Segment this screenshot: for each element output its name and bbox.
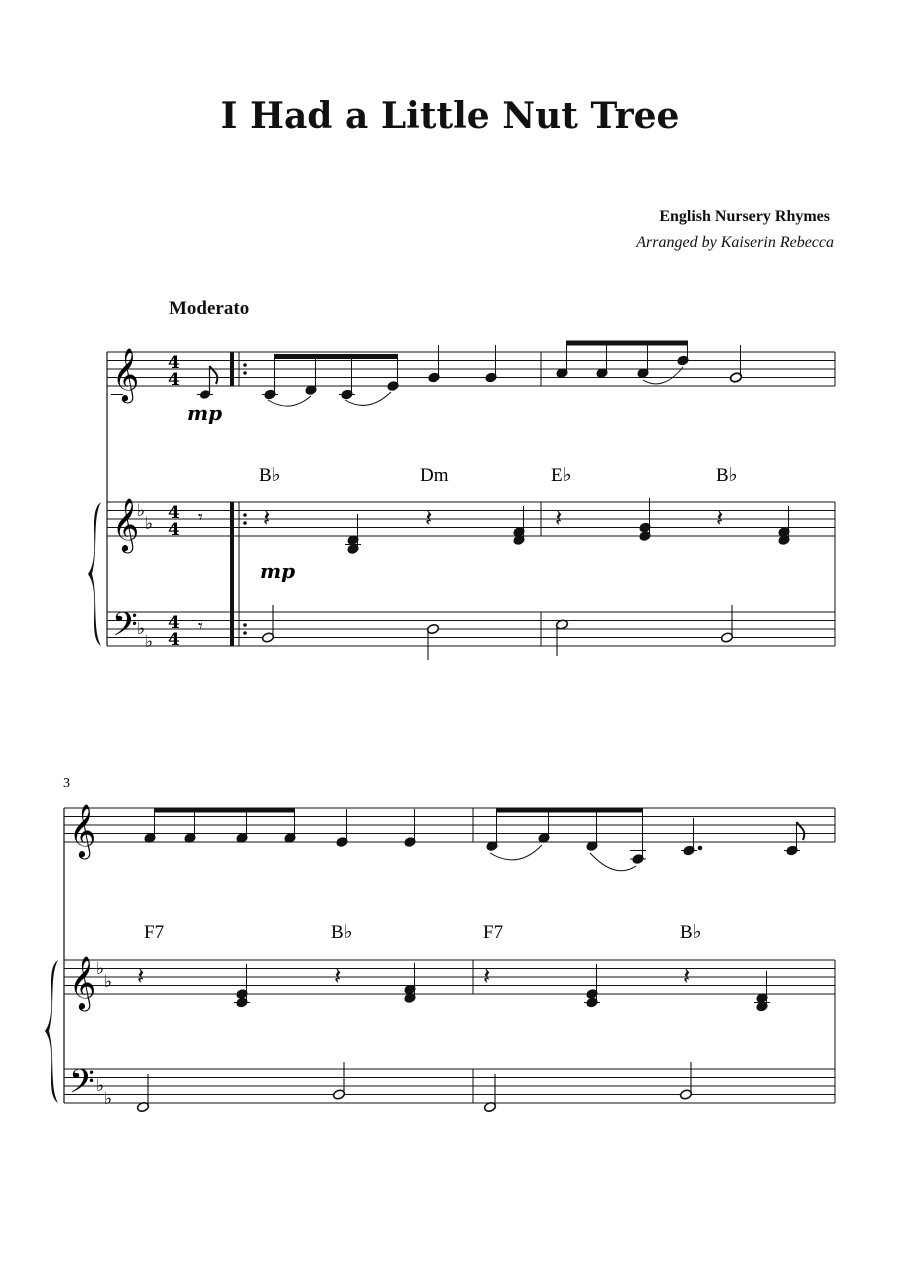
svg-text:𝄽: 𝄽 [334,962,342,990]
repeat-start-barline [230,352,247,646]
tempo-marking: Moderato [169,298,250,319]
treble-clef-icon: 𝄞 [112,347,140,401]
svg-text:4: 4 [168,503,180,523]
flat-icon: ♭ [104,1089,113,1109]
flat-icon: ♭ [137,619,146,639]
chord-symbol: F7 [144,922,165,943]
chord-symbol: B♭ [331,922,353,943]
flat-icon: ♭ [104,972,113,992]
bass-clef-icon: 𝄢 [112,606,138,652]
piano-lh-system-1 [261,605,733,660]
piano-rh-measure-2 [555,498,790,546]
grand-staff-brace [45,960,58,1103]
flat-icon: ♭ [145,632,154,652]
chord-symbol: F7 [483,922,504,943]
dynamic-mp: mp [187,401,223,425]
svg-text:𝄽: 𝄽 [263,504,271,532]
composer-credit: English Nursery Rhymes [659,208,830,225]
flat-icon: ♭ [96,959,105,979]
flat-icon: ♭ [137,501,146,521]
melody-staff-2 [64,808,835,842]
svg-text:4: 4 [168,353,180,373]
svg-text:𝄽: 𝄽 [425,504,433,532]
piano-treble-staff-1 [107,502,835,536]
svg-text:4: 4 [168,520,180,540]
svg-text:𝄽: 𝄽 [716,504,724,532]
bass-clef-icon: 𝄢 [69,1063,95,1109]
dynamic-mp: mp [260,559,296,583]
svg-text:4: 4 [168,613,180,633]
measure-number: 3 [63,776,70,791]
chord-symbols-1 [259,465,738,486]
piano-rh-measure-1 [263,504,525,555]
treble-clef-icon: 𝄞 [112,497,140,551]
chord-symbol: E♭ [551,465,572,486]
piano-bass-staff-2 [64,1069,835,1103]
grand-staff-brace [88,502,101,646]
chord-symbol: Dm [420,465,449,486]
svg-text:𝄽: 𝄽 [483,962,491,990]
svg-text:𝄽: 𝄽 [137,962,145,990]
chord-symbols-2 [144,922,702,943]
arranger-credit: Arranged by Kaiserin Rebecca [636,234,834,251]
treble-clef-icon: 𝄞 [69,803,97,857]
melody-measure-1 [262,345,497,406]
svg-text:𝄽: 𝄽 [555,504,563,532]
piano-lh-system-2 [136,1062,692,1113]
svg-text:4: 4 [168,630,180,650]
melody-measure-4 [486,808,805,871]
piano-rh-measure-3-4 [137,962,770,1012]
eighth-rest-icon: 𝄾 [198,507,203,528]
svg-text:4: 4 [168,370,180,390]
chord-symbol: B♭ [259,465,281,486]
eighth-rest-icon: 𝄾 [198,616,203,637]
chord-symbol: B♭ [680,922,702,943]
flat-icon: ♭ [145,514,154,534]
page-title: I Had a Little Nut Tree [220,95,680,137]
flat-icon: ♭ [96,1076,105,1096]
svg-text:𝄽: 𝄽 [683,962,691,990]
treble-clef-icon: 𝄞 [69,955,97,1009]
piano-treble-staff-2 [64,960,835,994]
chord-symbol: B♭ [716,465,738,486]
